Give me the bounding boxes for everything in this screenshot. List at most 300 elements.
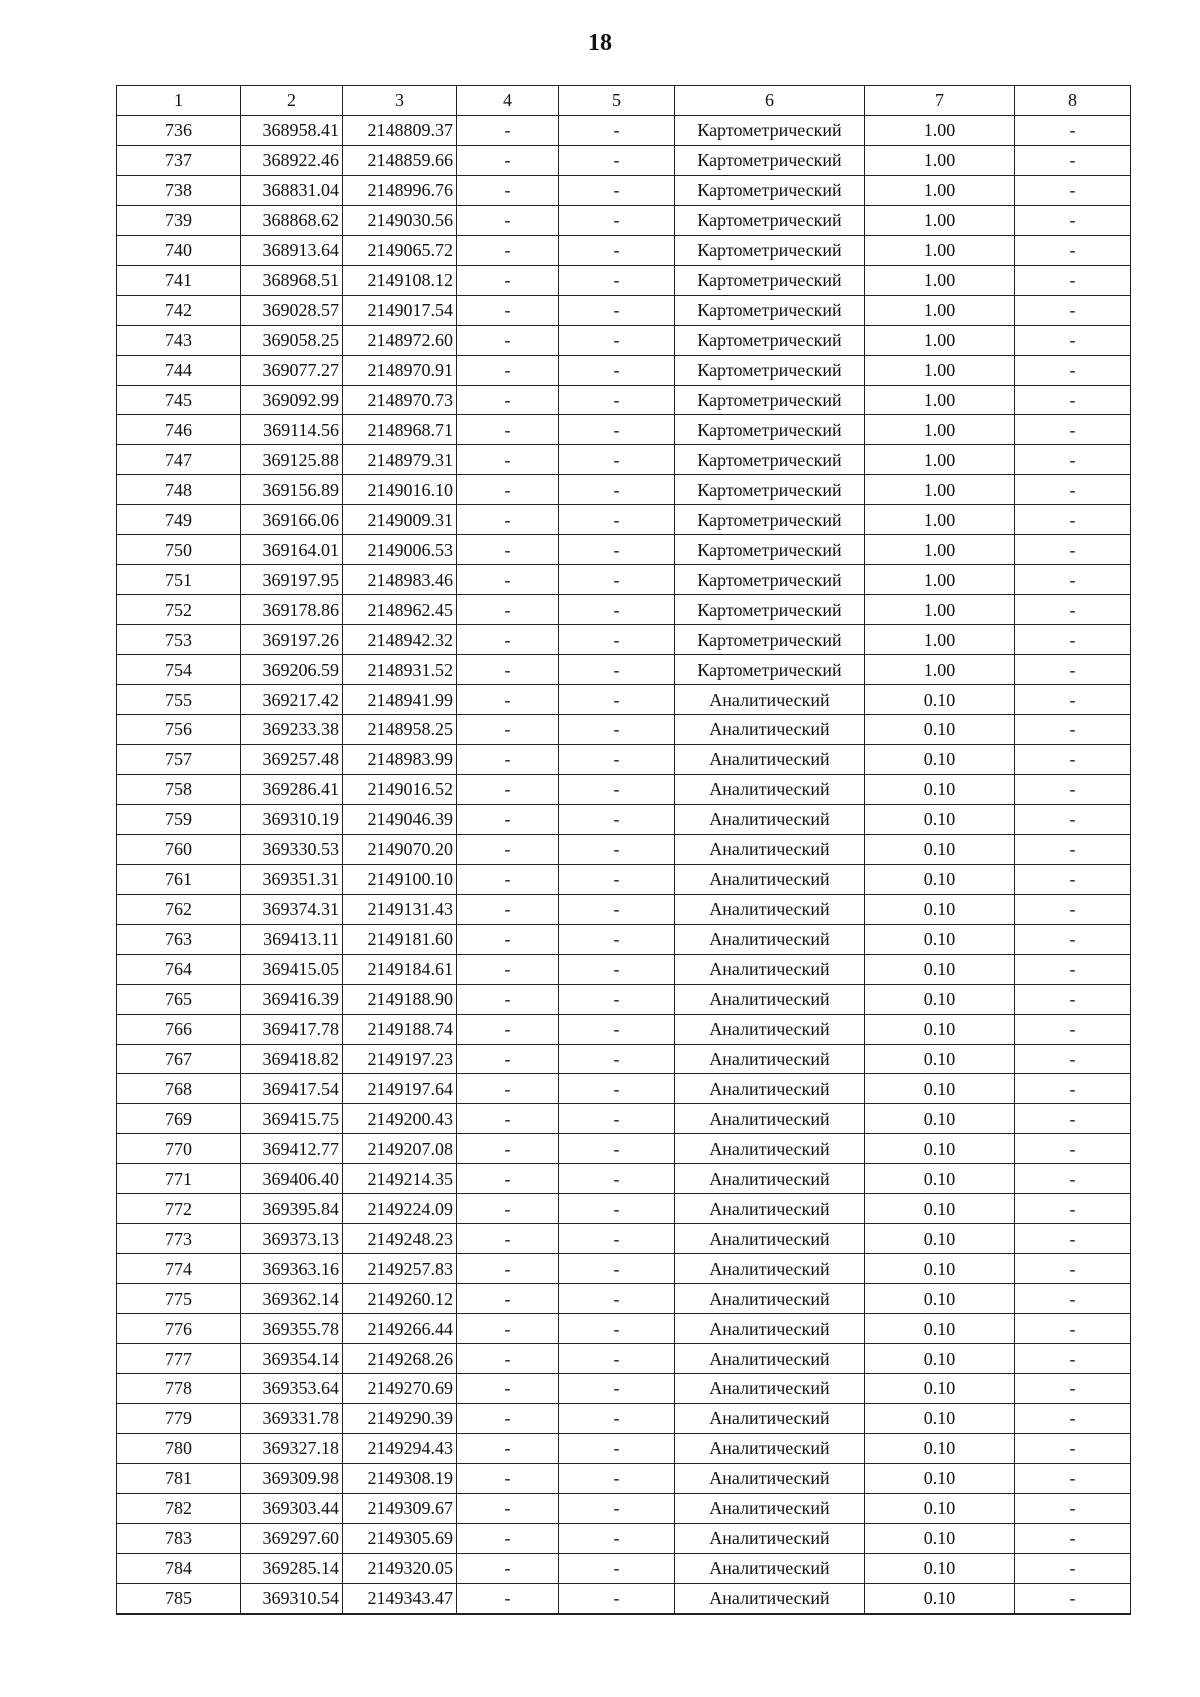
column-header: 8 [1015,86,1131,116]
column-5-cell: - [559,1463,675,1493]
y-coordinate-cell: 2149016.10 [343,475,457,505]
x-coordinate-cell: 369285.14 [241,1553,343,1583]
column-4-cell: - [457,295,559,325]
x-coordinate-cell: 368968.51 [241,265,343,295]
accuracy-cell: 0.10 [865,715,1015,745]
x-coordinate-cell: 369331.78 [241,1403,343,1433]
y-coordinate-cell: 2148970.91 [343,355,457,385]
y-coordinate-cell: 2148958.25 [343,715,457,745]
column-5-cell: - [559,235,675,265]
table-row [117,625,1131,655]
accuracy-cell: 0.10 [865,1433,1015,1463]
accuracy-cell: 0.10 [865,984,1015,1014]
column-5-cell: - [559,415,675,445]
point-number-cell: 767 [117,1044,241,1074]
accuracy-cell: 1.00 [865,505,1015,535]
method-cell: Аналитический [675,774,865,804]
accuracy-cell: 0.10 [865,1493,1015,1523]
column-4-cell: - [457,325,559,355]
point-number-cell: 760 [117,834,241,864]
column-5-cell: - [559,1344,675,1374]
table-row [117,595,1131,625]
column-4-cell: - [457,1373,559,1403]
x-coordinate-cell: 369114.56 [241,415,343,445]
point-number-cell: 782 [117,1493,241,1523]
column-4-cell: - [457,1463,559,1493]
column-4-cell: - [457,1284,559,1314]
accuracy-cell: 1.00 [865,145,1015,175]
y-coordinate-cell: 2149320.05 [343,1553,457,1583]
accuracy-cell: 0.10 [865,1014,1015,1044]
table-row [117,1433,1131,1463]
column-5-cell: - [559,325,675,355]
y-coordinate-cell: 2148983.46 [343,565,457,595]
table-row [117,1194,1131,1224]
column-8-cell: - [1015,1344,1131,1374]
column-8-cell: - [1015,1523,1131,1553]
method-cell: Аналитический [675,1433,865,1463]
x-coordinate-cell: 368868.62 [241,205,343,235]
method-cell: Картометрический [675,145,865,175]
y-coordinate-cell: 2148968.71 [343,415,457,445]
accuracy-cell: 0.10 [865,1583,1015,1613]
x-coordinate-cell: 369197.95 [241,565,343,595]
table-row [117,535,1131,565]
column-5-cell: - [559,834,675,864]
accuracy-cell: 1.00 [865,535,1015,565]
point-number-cell: 780 [117,1433,241,1463]
column-4-cell: - [457,1254,559,1284]
accuracy-cell: 0.10 [865,894,1015,924]
method-cell: Аналитический [675,1463,865,1493]
method-cell: Аналитический [675,1553,865,1583]
method-cell: Аналитический [675,924,865,954]
table-row [117,1254,1131,1284]
y-coordinate-cell: 2149270.69 [343,1373,457,1403]
column-5-cell: - [559,1164,675,1194]
point-number-cell: 768 [117,1074,241,1104]
column-4-cell: - [457,1344,559,1374]
point-number-cell: 750 [117,535,241,565]
column-8-cell: - [1015,325,1131,355]
column-8-cell: - [1015,1044,1131,1074]
accuracy-cell: 0.10 [865,1284,1015,1314]
column-5-cell: - [559,774,675,804]
table-row [117,265,1131,295]
y-coordinate-cell: 2148931.52 [343,655,457,685]
method-cell: Картометрический [675,505,865,535]
accuracy-cell: 0.10 [865,1523,1015,1553]
accuracy-cell: 0.10 [865,924,1015,954]
column-8-cell: - [1015,834,1131,864]
column-4-cell: - [457,595,559,625]
table-row [117,1373,1131,1403]
column-5-cell: - [559,175,675,205]
column-4-cell: - [457,834,559,864]
column-8-cell: - [1015,1553,1131,1583]
point-number-cell: 781 [117,1463,241,1493]
x-coordinate-cell: 369353.64 [241,1373,343,1403]
table-row [117,325,1131,355]
column-4-cell: - [457,1403,559,1433]
point-number-cell: 738 [117,175,241,205]
column-4-cell: - [457,1433,559,1463]
x-coordinate-cell: 368958.41 [241,115,343,145]
point-number-cell: 742 [117,295,241,325]
point-number-cell: 739 [117,205,241,235]
x-coordinate-cell: 369286.41 [241,774,343,804]
column-header: 3 [343,86,457,116]
table-row [117,175,1131,205]
y-coordinate-cell: 2149266.44 [343,1314,457,1344]
x-coordinate-cell: 369092.99 [241,385,343,415]
method-cell: Картометрический [675,655,865,685]
accuracy-cell: 0.10 [865,1194,1015,1224]
column-5-cell: - [559,475,675,505]
x-coordinate-cell: 369355.78 [241,1314,343,1344]
x-coordinate-cell: 369178.86 [241,595,343,625]
method-cell: Аналитический [675,804,865,834]
column-header: 4 [457,86,559,116]
method-cell: Картометрический [675,115,865,145]
column-5-cell: - [559,655,675,685]
y-coordinate-cell: 2148970.73 [343,385,457,415]
table-row [117,1403,1131,1433]
x-coordinate-cell: 369303.44 [241,1493,343,1523]
column-4-cell: - [457,1493,559,1523]
table-row [117,445,1131,475]
point-number-cell: 751 [117,565,241,595]
column-8-cell: - [1015,205,1131,235]
column-header: 2 [241,86,343,116]
accuracy-cell: 1.00 [865,565,1015,595]
table-row [117,205,1131,235]
y-coordinate-cell: 2149309.67 [343,1493,457,1523]
column-5-cell: - [559,1284,675,1314]
column-5-cell: - [559,715,675,745]
column-8-cell: - [1015,625,1131,655]
column-5-cell: - [559,984,675,1014]
point-number-cell: 743 [117,325,241,355]
column-4-cell: - [457,385,559,415]
y-coordinate-cell: 2149207.08 [343,1134,457,1164]
table-row [117,1463,1131,1493]
method-cell: Картометрический [675,325,865,355]
method-cell: Аналитический [675,1074,865,1104]
table-row [117,475,1131,505]
accuracy-cell: 1.00 [865,205,1015,235]
column-5-cell: - [559,505,675,535]
accuracy-cell: 0.10 [865,1314,1015,1344]
y-coordinate-cell: 2149268.26 [343,1344,457,1374]
x-coordinate-cell: 369373.13 [241,1224,343,1254]
method-cell: Аналитический [675,1284,865,1314]
table-row [117,415,1131,445]
accuracy-cell: 1.00 [865,625,1015,655]
y-coordinate-cell: 2148972.60 [343,325,457,355]
table-row [117,505,1131,535]
accuracy-cell: 1.00 [865,175,1015,205]
accuracy-cell: 0.10 [865,1254,1015,1284]
x-coordinate-cell: 369415.75 [241,1104,343,1134]
column-8-cell: - [1015,1373,1131,1403]
accuracy-cell: 1.00 [865,355,1015,385]
column-8-cell: - [1015,295,1131,325]
point-number-cell: 785 [117,1583,241,1613]
method-cell: Картометрический [675,625,865,655]
column-4-cell: - [457,715,559,745]
x-coordinate-cell: 369310.19 [241,804,343,834]
column-4-cell: - [457,954,559,984]
column-4-cell: - [457,1074,559,1104]
method-cell: Картометрический [675,445,865,475]
column-8-cell: - [1015,535,1131,565]
method-cell: Аналитический [675,1254,865,1284]
x-coordinate-cell: 369233.38 [241,715,343,745]
y-coordinate-cell: 2149100.10 [343,864,457,894]
column-4-cell: - [457,565,559,595]
column-8-cell: - [1015,685,1131,715]
column-8-cell: - [1015,595,1131,625]
table-row [117,355,1131,385]
table-row [117,924,1131,954]
accuracy-cell: 0.10 [865,1403,1015,1433]
x-coordinate-cell: 369363.16 [241,1254,343,1284]
column-5-cell: - [559,1523,675,1553]
x-coordinate-cell: 369416.39 [241,984,343,1014]
column-4-cell: - [457,205,559,235]
table-row [117,1134,1131,1164]
column-8-cell: - [1015,1284,1131,1314]
point-number-cell: 778 [117,1373,241,1403]
table-row [117,1284,1131,1314]
method-cell: Картометрический [675,415,865,445]
x-coordinate-cell: 369327.18 [241,1433,343,1463]
column-4-cell: - [457,1044,559,1074]
column-8-cell: - [1015,1014,1131,1044]
column-5-cell: - [559,115,675,145]
point-number-cell: 753 [117,625,241,655]
x-coordinate-cell: 369374.31 [241,894,343,924]
accuracy-cell: 0.10 [865,1044,1015,1074]
y-coordinate-cell: 2149131.43 [343,894,457,924]
method-cell: Аналитический [675,1224,865,1254]
column-8-cell: - [1015,475,1131,505]
method-cell: Аналитический [675,1403,865,1433]
column-4-cell: - [457,894,559,924]
method-cell: Аналитический [675,1164,865,1194]
y-coordinate-cell: 2149305.69 [343,1523,457,1553]
point-number-cell: 764 [117,954,241,984]
column-4-cell: - [457,1104,559,1134]
column-8-cell: - [1015,565,1131,595]
column-8-cell: - [1015,804,1131,834]
y-coordinate-cell: 2149308.19 [343,1463,457,1493]
column-8-cell: - [1015,1433,1131,1463]
y-coordinate-cell: 2148983.99 [343,744,457,774]
table-row [117,145,1131,175]
point-number-cell: 741 [117,265,241,295]
y-coordinate-cell: 2149290.39 [343,1403,457,1433]
point-number-cell: 773 [117,1224,241,1254]
point-number-cell: 783 [117,1523,241,1553]
column-header: 6 [675,86,865,116]
y-coordinate-cell: 2149260.12 [343,1284,457,1314]
x-coordinate-cell: 369156.89 [241,475,343,505]
x-coordinate-cell: 368913.64 [241,235,343,265]
point-number-cell: 759 [117,804,241,834]
point-number-cell: 765 [117,984,241,1014]
y-coordinate-cell: 2149197.23 [343,1044,457,1074]
accuracy-cell: 0.10 [865,864,1015,894]
y-coordinate-cell: 2149046.39 [343,804,457,834]
column-4-cell: - [457,1553,559,1583]
x-coordinate-cell: 369164.01 [241,535,343,565]
method-cell: Аналитический [675,685,865,715]
x-coordinate-cell: 369362.14 [241,1284,343,1314]
column-8-cell: - [1015,505,1131,535]
column-5-cell: - [559,1403,675,1433]
table-row [117,744,1131,774]
column-8-cell: - [1015,655,1131,685]
table-row [117,1583,1131,1613]
column-5-cell: - [559,1553,675,1583]
accuracy-cell: 0.10 [865,774,1015,804]
y-coordinate-cell: 2149200.43 [343,1104,457,1134]
column-8-cell: - [1015,744,1131,774]
column-5-cell: - [559,1433,675,1463]
accuracy-cell: 0.10 [865,1164,1015,1194]
x-coordinate-cell: 369413.11 [241,924,343,954]
accuracy-cell: 0.10 [865,1344,1015,1374]
y-coordinate-cell: 2148979.31 [343,445,457,475]
point-number-cell: 746 [117,415,241,445]
column-8-cell: - [1015,1164,1131,1194]
coordinates-table [116,85,1131,1615]
column-4-cell: - [457,445,559,475]
column-8-cell: - [1015,145,1131,175]
method-cell: Картометрический [675,235,865,265]
column-4-cell: - [457,774,559,804]
column-5-cell: - [559,1074,675,1104]
y-coordinate-cell: 2149016.52 [343,774,457,804]
table-row [117,1074,1131,1104]
accuracy-cell: 1.00 [865,325,1015,355]
x-coordinate-cell: 369395.84 [241,1194,343,1224]
method-cell: Картометрический [675,265,865,295]
method-cell: Аналитический [675,1104,865,1134]
column-8-cell: - [1015,924,1131,954]
method-cell: Картометрический [675,535,865,565]
method-cell: Аналитический [675,1523,865,1553]
column-5-cell: - [559,1224,675,1254]
point-number-cell: 747 [117,445,241,475]
point-number-cell: 736 [117,115,241,145]
accuracy-cell: 0.10 [865,834,1015,864]
column-4-cell: - [457,1014,559,1044]
point-number-cell: 749 [117,505,241,535]
point-number-cell: 774 [117,1254,241,1284]
column-4-cell: - [457,535,559,565]
y-coordinate-cell: 2149343.47 [343,1583,457,1613]
accuracy-cell: 0.10 [865,1134,1015,1164]
column-5-cell: - [559,445,675,475]
column-8-cell: - [1015,445,1131,475]
point-number-cell: 756 [117,715,241,745]
column-8-cell: - [1015,415,1131,445]
accuracy-cell: 1.00 [865,235,1015,265]
table-row [117,1553,1131,1583]
column-8-cell: - [1015,1254,1131,1284]
point-number-cell: 757 [117,744,241,774]
x-coordinate-cell: 369125.88 [241,445,343,475]
column-4-cell: - [457,924,559,954]
method-cell: Аналитический [675,1194,865,1224]
table-row [117,1014,1131,1044]
method-cell: Аналитический [675,1344,865,1374]
x-coordinate-cell: 369206.59 [241,655,343,685]
column-5-cell: - [559,385,675,415]
method-cell: Аналитический [675,1044,865,1074]
point-number-cell: 763 [117,924,241,954]
accuracy-cell: 0.10 [865,1553,1015,1583]
column-5-cell: - [559,744,675,774]
column-8-cell: - [1015,1104,1131,1134]
accuracy-cell: 1.00 [865,445,1015,475]
column-4-cell: - [457,265,559,295]
accuracy-cell: 0.10 [865,804,1015,834]
column-8-cell: - [1015,1074,1131,1104]
method-cell: Аналитический [675,1014,865,1044]
column-4-cell: - [457,984,559,1014]
page-number: 18 [588,30,612,56]
x-coordinate-cell: 369310.54 [241,1583,343,1613]
column-5-cell: - [559,685,675,715]
y-coordinate-cell: 2149248.23 [343,1224,457,1254]
column-5-cell: - [559,924,675,954]
accuracy-cell: 0.10 [865,1104,1015,1134]
column-8-cell: - [1015,894,1131,924]
y-coordinate-cell: 2149184.61 [343,954,457,984]
method-cell: Картометрический [675,175,865,205]
y-coordinate-cell: 2149070.20 [343,834,457,864]
x-coordinate-cell: 369415.05 [241,954,343,984]
y-coordinate-cell: 2149108.12 [343,265,457,295]
column-5-cell: - [559,1373,675,1403]
method-cell: Картометрический [675,295,865,325]
column-8-cell: - [1015,864,1131,894]
column-5-cell: - [559,625,675,655]
column-8-cell: - [1015,1314,1131,1344]
point-number-cell: 772 [117,1194,241,1224]
table-row [117,1344,1131,1374]
x-coordinate-cell: 368831.04 [241,175,343,205]
table-row [117,1104,1131,1134]
x-coordinate-cell: 369330.53 [241,834,343,864]
point-number-cell: 761 [117,864,241,894]
point-number-cell: 754 [117,655,241,685]
point-number-cell: 777 [117,1344,241,1374]
point-number-cell: 775 [117,1284,241,1314]
column-5-cell: - [559,1583,675,1613]
x-coordinate-cell: 369197.26 [241,625,343,655]
accuracy-cell: 0.10 [865,1373,1015,1403]
point-number-cell: 762 [117,894,241,924]
column-5-cell: - [559,894,675,924]
accuracy-cell: 1.00 [865,115,1015,145]
point-number-cell: 776 [117,1314,241,1344]
y-coordinate-cell: 2149197.64 [343,1074,457,1104]
